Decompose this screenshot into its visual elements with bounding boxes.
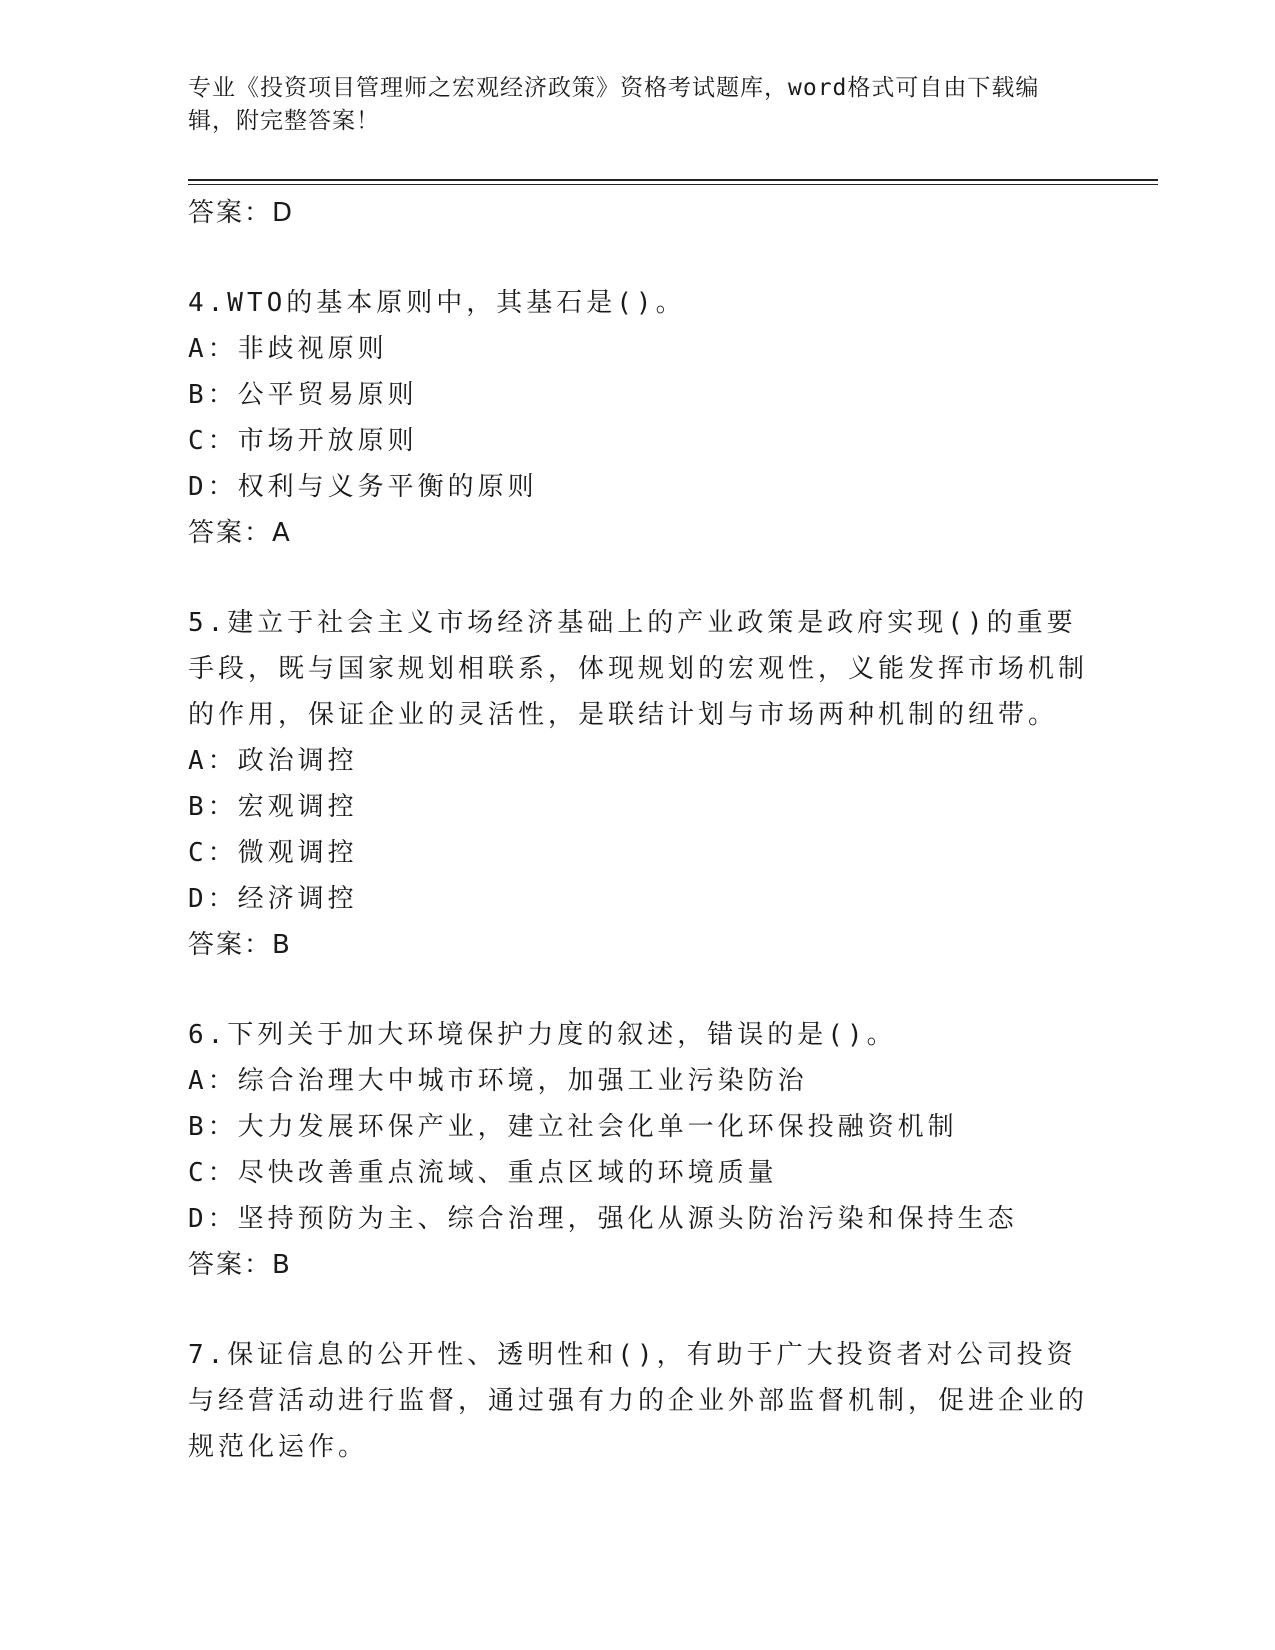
option-d: D：权利与义务平衡的原则 xyxy=(188,472,538,502)
question-text: 5.建立于社会主义市场经济基础上的产业政策是政府实现()的重要手段，既与国家规划相联系，体现规划的宏观性，义能发挥市场机制的作用，保证企业的灵活性，是联结计划与市场两种机制的纽带。 xyxy=(188,608,1089,730)
question-4 xyxy=(188,280,1088,556)
question-text: 6.下列关于加大环境保护力度的叙述，错误的是()。 xyxy=(188,1020,897,1050)
answer-line: 答案：B xyxy=(188,1250,292,1280)
option-d: D：经济调控 xyxy=(188,884,358,914)
option-c: C：微观调控 xyxy=(188,838,358,868)
option-a: A：非歧视原则 xyxy=(188,334,388,364)
answer-line: 答案：B xyxy=(188,930,292,960)
header-divider-thick xyxy=(188,179,1158,181)
answer-line: 答案：A xyxy=(188,518,292,548)
page-header: 专业《投资项目管理师之宏观经济政策》资格考试题库，word格式可自由下载编辑，附完整答案！ xyxy=(188,75,1040,134)
question-6 xyxy=(188,1012,1088,1288)
option-b: B：大力发展环保产业，建立社会化单一化环保投融资机制 xyxy=(188,1112,958,1142)
question-text: 7.保证信息的公开性、透明性和()，有助于广大投资者对公司投资与经营活动进行监督，通过强有力的企业外部监督机制，促进企业的规范化运作。 xyxy=(188,1340,1089,1462)
option-b: B：公平贸易原则 xyxy=(188,380,418,410)
question-5 xyxy=(188,600,1088,968)
option-a: A：政治调控 xyxy=(188,746,358,776)
option-c: C：尽快改善重点流域、重点区域的环境质量 xyxy=(188,1158,778,1188)
option-b: B：宏观调控 xyxy=(188,792,358,822)
option-a: A：综合治理大中城市环境，加强工业污染防治 xyxy=(188,1066,808,1096)
option-d: D：坚持预防为主、综合治理，强化从源头防治污染和保持生态 xyxy=(188,1204,1018,1234)
option-c: C：市场开放原则 xyxy=(188,426,418,456)
question-text: 4.WTO的基本原则中，其基石是()。 xyxy=(188,288,686,318)
answer-line: 答案：D xyxy=(188,198,295,228)
document-body xyxy=(188,190,1088,1470)
header-divider-thin xyxy=(188,184,1158,185)
question-7 xyxy=(188,1332,1088,1470)
